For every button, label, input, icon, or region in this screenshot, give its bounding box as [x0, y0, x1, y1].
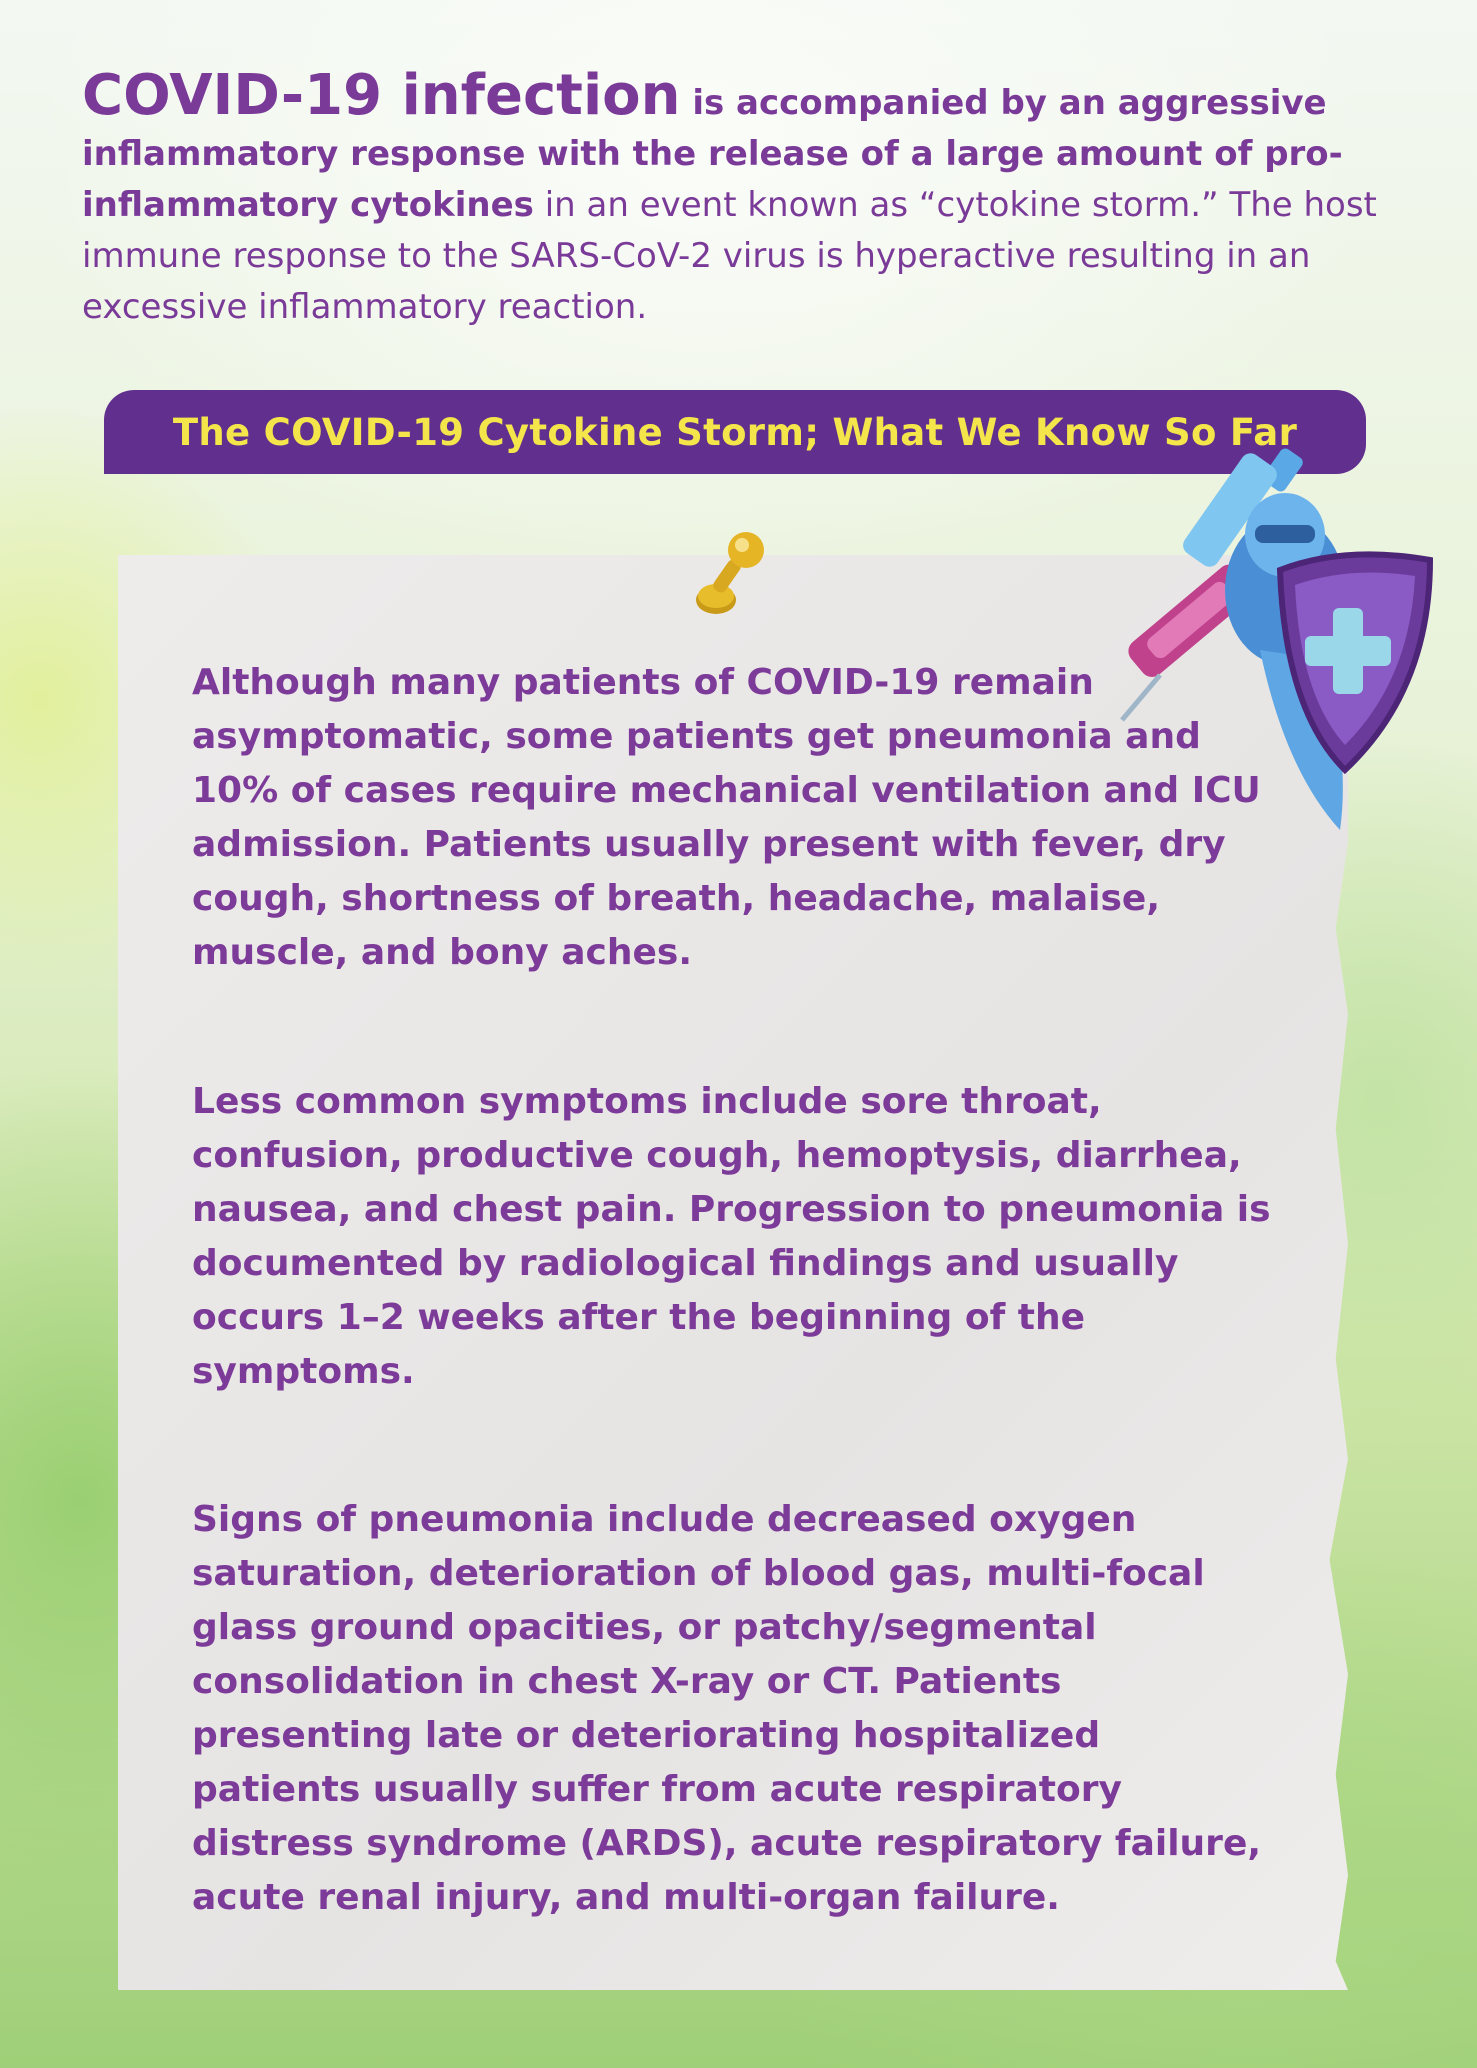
intro-header [82, 63, 1412, 333]
paragraph-symptoms: Although many patients of COVID-19 remain asymptomatic, some patients get pneumonia and 10% of cases require mechanical ventilation and ICU admission. Patients usually present with fever, dry cough, shortness of breath, headache, malaise, muscle, and bony aches. [192, 662, 1261, 973]
banner-title: The COVID-19 Cytokine Storm; What We Know So Far [172, 410, 1298, 454]
paragraph-less-common-symptoms: Less common symptoms include sore throat, confusion, productive cough, hemoptysis, diarrhea, nausea, and chest pain. Progression to pneumonia is documented by radiological findings and usually occurs 1–2 weeks after the beginning of the symptoms. [192, 1081, 1271, 1392]
intro-rest-text: in an event known as “cytokine storm.” The host immune response to the SARS-CoV-2 virus is hyperactive resulting in an excessive inflammatory reaction. [82, 185, 1377, 327]
pushpin-icon [690, 528, 772, 618]
paragraph-pneumonia-signs: Signs of pneumonia include decreased oxygen saturation, deterioration of blood gas, multi-focal glass ground opacities, or patchy/segmental consolidation in chest X-ray or CT. Patients presenting late or deteriorating hospitalized patients usually suffer from acute respiratory distress syndrome (ARDS), acute respiratory failure, acute renal injury, and multi-organ failure. [192, 1499, 1262, 1918]
intro-bold-text: is accompanied by an aggressive inflammatory response with the release of a large amount of pro-inflammatory cytokines [82, 83, 1343, 225]
intro-title-highlight: COVID-19 infection [82, 63, 681, 128]
medical-hero-icon [1110, 440, 1450, 840]
